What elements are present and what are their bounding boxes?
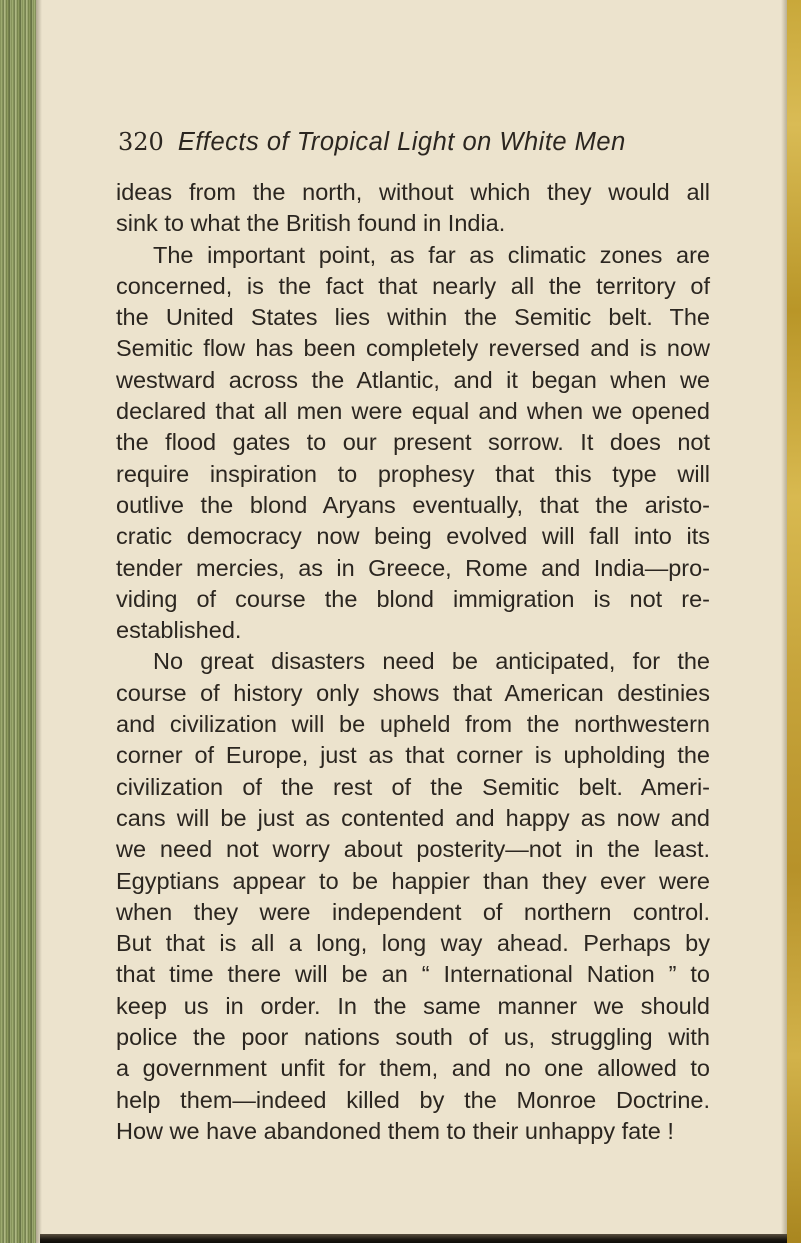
text-line: sink to what the British found in India. <box>116 210 506 237</box>
book-spine-edge <box>0 0 36 1243</box>
text-line: a government unfit for them, and no one allowed to <box>116 1055 710 1082</box>
text-line: keep us in order. In the same manner we should <box>116 992 710 1019</box>
text-line: The important point, as far as climatic zones are <box>153 241 710 268</box>
text-line: Semitic flow has been completely reversed and is now <box>116 335 710 362</box>
text-line: How we have abandoned them to their unhappy fate ! <box>116 1117 674 1144</box>
text-line: the flood gates to our present sorrow. It does not <box>116 429 710 456</box>
text-line: established. <box>116 617 242 644</box>
text-line: viding of course the blond immigration is not re- <box>116 585 710 612</box>
page-number: 320 <box>118 128 164 156</box>
text-line: westward across the Atlantic, and it began when we <box>116 366 710 393</box>
text-line: course of history only shows that American destinies <box>116 679 710 706</box>
text-line: declared that all men were equal and when we opened <box>116 398 710 425</box>
text-line: and civilization will be upheld from the northwestern <box>116 711 710 738</box>
page-edge <box>787 0 801 1243</box>
text-line: No great disasters need be anticipated, for the <box>153 648 710 675</box>
bottom-rule <box>40 1234 787 1243</box>
text-line: cans will be just as contented and happy as now and <box>116 804 710 831</box>
running-head-title: Effects of Tropical Light on White Men <box>177 128 626 156</box>
text-line: tender mercies, as in Greece, Rome and India—pro- <box>116 554 710 581</box>
text-line: the United States lies within the Semitic belt. The <box>116 304 710 331</box>
text-line: corner of Europe, just as that corner is upholding the <box>116 742 710 769</box>
text-line: when they were independent of northern control. <box>116 898 710 925</box>
text-line: help them—indeed killed by the Monroe Doctrine. <box>116 1086 710 1113</box>
text-line: But that is all a long, long way ahead. Perhaps by <box>116 930 710 957</box>
text-line: that time there will be an “ International Nation ” to <box>116 961 710 988</box>
running-head <box>118 128 708 168</box>
text-line: require inspiration to prophesy that this type will <box>116 460 710 487</box>
text-line: we need not worry about posterity—not in the least. <box>116 836 710 863</box>
text-line: outlive the blond Aryans eventually, that the aristo- <box>116 491 710 518</box>
text-line: police the poor nations south of us, struggling with <box>116 1024 710 1051</box>
text-line: Egyptians appear to be happier than they ever were <box>116 867 710 894</box>
text-line: concerned, is the fact that nearly all the territory of <box>116 272 710 299</box>
body-text <box>116 177 710 1147</box>
text-line: civilization of the rest of the Semitic belt. Ameri- <box>116 773 710 800</box>
text-line: cratic democracy now being evolved will fall into its <box>116 523 710 550</box>
text-line: ideas from the north, without which they would all <box>116 179 710 205</box>
